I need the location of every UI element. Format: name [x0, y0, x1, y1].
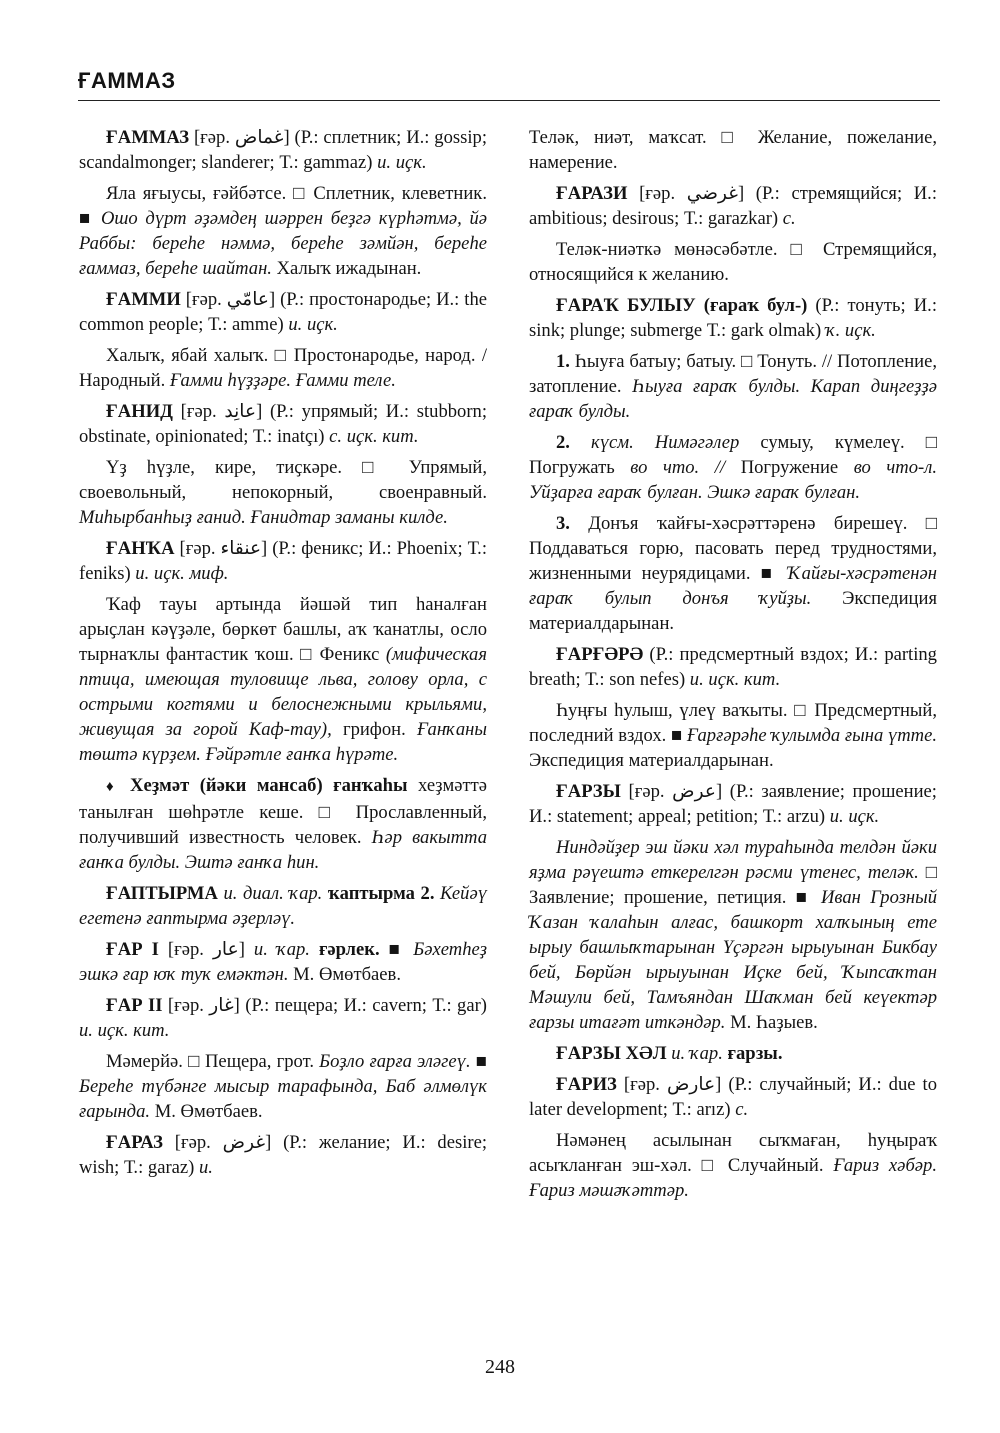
example-text: Боҙло ғарға эләгеү. ■ Береһе түбәнге мысыр тарафында, Баб әлмөлүк ғарында.: [79, 1051, 487, 1122]
headword: ҒАММАЗ: [105, 127, 190, 148]
definition-paragraph: [529, 237, 937, 287]
example-text: Ғариз хәбәр. Ғариз мәшәҡәттәр.: [529, 1155, 937, 1201]
entry-etymology: [ғәр. غرضي] (Р.: стремящийся; И.: ambitious; desirous; Т.: garazkar): [529, 183, 937, 229]
source-text: М. Һаҙыев.: [730, 1012, 818, 1033]
headword: ҒАР I: [105, 939, 159, 960]
source-text: М. Өмөтбаев.: [154, 1101, 263, 1122]
entry-paragraph: [79, 937, 487, 987]
entry-etymology: [ғәр. عار]: [167, 939, 245, 960]
phrase-headword: Хеҙмәт (йәки мансаб) ғанҡаһы: [130, 775, 408, 796]
definition-text: Һыуға батыу; батыу. □ Тонуть. // Потопление, затопление.: [529, 351, 937, 397]
diamond-icon: ♦: [105, 779, 120, 795]
definition-text: Теләк-ниәткә мөнәсәбәтле. □ Стремящийся, относящийся к желанию.: [529, 239, 937, 285]
cross-reference: ғәрлек. ■: [318, 939, 405, 960]
entry-paragraph: [79, 125, 487, 175]
headword: ҒАПТЫРМА: [105, 883, 218, 904]
entry-etymology: [ғәр. عانِد] (Р.: упрямый; И.: stubborn; obstinate, opinionated; Т.: inatçı): [79, 401, 487, 447]
running-head: ҒАММАЗ: [78, 68, 176, 93]
headword: ҒАРЗЫ ХӘЛ: [555, 1043, 667, 1064]
headword: ҒАНҠА: [105, 538, 175, 559]
sense-paragraph: [529, 430, 937, 505]
headword: ҒАРЗЫ: [555, 781, 621, 802]
grammar-label: и. иҫк.: [829, 806, 880, 827]
entry-paragraph: [79, 287, 487, 337]
example-text: Һәр вакытта ғанҡа булды. Эштә ғанҡа һин.: [79, 827, 488, 873]
entry-etymology: [ғәр. غار] (Р.: пещера; И.: cavern; Т.: gar): [167, 995, 487, 1016]
definition-text: □ Заявление; прошение, петиция. ■: [529, 862, 938, 908]
entry-etymology: [ғәр. غرض] (Р.: желание; И.: desire; wish; Т.: garaz): [79, 1132, 487, 1178]
grammar-label: и. ҡар.: [253, 939, 310, 960]
grammar-label: и. иҫк.: [288, 314, 338, 335]
headword: ҒАРАЗ: [105, 1132, 163, 1153]
definition-paragraph: [529, 1128, 937, 1203]
entry-etymology: [ғәр. عارض] (Р.: случайный; И.: due to later development; Т.: arız): [529, 1074, 937, 1120]
definition-text: Погружение: [740, 457, 839, 478]
definition-paragraph: [529, 698, 937, 773]
definition-text: Ҡаф тауы артында йәшәй тип һаналған арыҫлан кәүҙәле, бөркөт башлы, аҡ ҡанатлы, осло тырнаҡлы фантастик ҡош. □ Феникс: [79, 594, 487, 665]
grammar-label: и. иҫк. миф.: [135, 563, 229, 584]
entry-etymology: [ғәр. عامّي] (Р.: простонародье; И.: the common people; Т.: amme): [79, 289, 487, 335]
grammar-label: и. диал. ҡар.: [223, 883, 323, 904]
example-text: Ҡайғы-хәсрәтенән ғараҡ булып донъя ҡуйҙы.: [529, 563, 937, 609]
definition-text: Нәмәнең асылынан сыҡмаған, һуңыраҡ асыҡланған эш-хәл. □ Случайный.: [529, 1130, 937, 1176]
definition-paragraph: [529, 125, 937, 175]
source-text: М. Өмөтбаев.: [293, 964, 401, 985]
example-text: Ғанҡаны төштә күрҙем. Ғәйрәтле ғанҡа һүрәте.: [79, 719, 487, 765]
headword: ҒАРИЗ: [555, 1074, 617, 1095]
entry-etymology: [ғәр. عرض] (Р.: заявление; прошение; И.: statement; appeal; petition; Т.: arzu): [529, 781, 937, 827]
grammar-label: и. иҫк. кит.: [689, 669, 781, 690]
header-rule: [78, 100, 940, 101]
page-number: 248: [485, 1356, 515, 1378]
headword: ҒАР II: [105, 995, 163, 1016]
grammar-label: с.: [735, 1099, 749, 1120]
headword: ҒАРҒӘРӘ: [555, 644, 644, 665]
entry-paragraph: [529, 1072, 937, 1122]
definition-text: сумыу, күмелеү. □ Погружать: [529, 432, 937, 478]
headword: ҒАРАҠ БУЛЫУ (ғараҡ бул-): [555, 295, 808, 316]
sense-number: 3.: [555, 513, 570, 534]
sense-number: 1.: [555, 351, 570, 372]
definition-paragraph: [79, 1049, 487, 1124]
definition-text: Яла яғыусы, ғәйбәтсе. □ Сплетник, клеветник. ■: [79, 183, 487, 229]
example-text: Ошо дүрт әҙәмдең шәррен беҙгә күрһәтмә, йә Раббы: береһе нәммә, береһе зәмйән, береһе ғаммаз, береһе шайтан.: [79, 208, 487, 279]
example-text: Миһырбанһыҙ ғанид. Ғанидтар заманы килде.: [79, 507, 448, 528]
entry-etymology: (Р.: предсмертный вздох; И.: parting breath; Т.: son nefes): [529, 644, 937, 690]
entry-paragraph: [79, 536, 487, 586]
definition-text: хеҙмәттә танылған шөһрәтле кеше. □ Прославленный, получивший известность человек.: [79, 775, 487, 848]
grammar-label: күсм.: [591, 432, 634, 453]
definition-paragraph: [79, 455, 487, 530]
sense-number: 2.: [555, 432, 570, 453]
grammar-label: и. иҫк.: [377, 152, 427, 173]
example-text: во что. //: [630, 457, 741, 478]
headword: ҒАММИ: [105, 289, 181, 310]
grammar-label: и. иҫк. кит.: [79, 1020, 170, 1041]
entry-paragraph: [79, 399, 487, 449]
definition-text: Теләк, ниәт, маҡсат. □ Желание, пожелание, намерение.: [529, 127, 937, 173]
definition-text: Үҙ һүҙле, кире, тиҫкәре. □ Упрямый, своевольный, непокорный, своенравный.: [79, 457, 487, 503]
phrase-paragraph: [79, 773, 487, 875]
source-text: Халыҡ ижадынан.: [276, 258, 422, 279]
cross-reference: ҡаптырма 2.: [327, 883, 435, 904]
source-text: Экспедиция материалдарынан.: [529, 588, 937, 634]
grammar-label: с. иҫк. кит.: [329, 426, 419, 447]
entry-paragraph: [79, 993, 487, 1043]
entry-paragraph: [529, 642, 937, 692]
example-text: (мифическая птица, имеющая туловище льва, голову орла, с острыми когтями и белоснежными крыльями, живущая за горой Каф-тау),: [79, 644, 487, 740]
headword: ҒАНИД: [105, 401, 173, 422]
definition-text: грифон.: [342, 719, 406, 740]
cross-reference: ғарзы.: [727, 1043, 783, 1064]
entry-etymology: (Р.: тонуть; И.: sink; plunge; submerge Т.: gark olmak): [529, 295, 937, 341]
entry-paragraph: [529, 779, 937, 829]
definition-paragraph: [79, 592, 487, 767]
sense-paragraph: [529, 511, 937, 636]
definition-text: Мәмерйә. □ Пещера, грот.: [105, 1051, 314, 1072]
entry-paragraph: [79, 1130, 487, 1180]
definition-text: Донъя ҡайғы-хәсрәттәренә бирешеү. □ Поддаваться горю, пасовать перед трудностями, жизненными неурядицами. ■: [529, 513, 937, 584]
example-text: Кейәү егетенә ғаптырма әҙерләү.: [79, 883, 488, 929]
entry-paragraph: [529, 181, 937, 231]
example-text: Иван Грозный Ҡазан ҡалаһын алғас, башкорт халҡының ете ырыу башлыҡтарынан Үҫәргән ырыуынан Бикбау бей, Бөрйән ырыуынан Иҫке бей, Ҡыпсаҡтан Мәшули бей, Тамъяндан Шаҡман бей кеүектәр ғарзы итағәт иткәндәр.: [529, 887, 937, 1033]
definition-paragraph: [79, 181, 487, 281]
example-text: Бәхетһеҙ эшкә ғар юҡ туҡ емәктән.: [79, 939, 487, 985]
definition-paragraph: [79, 343, 487, 393]
example-text: Ғамми һүҙҙәре. Ғамми теле.: [169, 370, 396, 391]
entry-paragraph: [529, 1041, 937, 1066]
definition-text: Халыҡ, ябай халыҡ. □ Простонародье, народ. / Народный.: [79, 345, 487, 391]
example-text: Һыуға ғараҡ булды. Карап диңгеҙҙә ғараҡ булды.: [529, 376, 937, 422]
left-column: [79, 125, 487, 1186]
entry-paragraph: [79, 881, 487, 931]
example-text: во что-л. Уйҙарға ғараҡ булған. Эшкә ғараҡ булған.: [529, 457, 937, 503]
entry-paragraph: [529, 293, 937, 343]
headword: ҒАРАЗИ: [555, 183, 628, 204]
grammar-label: ҡ. иҫк.: [825, 320, 876, 341]
entry-etymology: [ғәр. عنقاء] (Р.: феникс; И.: Phoenix; Т.: feniks): [79, 538, 487, 584]
right-column: [529, 125, 937, 1209]
sense-paragraph: [529, 349, 937, 424]
grammar-label: с.: [782, 208, 796, 229]
example-text: Ниндәйҙер эш йәки хәл тураһында телдән йәки яҙма рәүештә еткерелгән рәсми үтенес, теләк.: [529, 837, 937, 883]
definition-paragraph: [529, 835, 937, 1035]
grammar-label: и. ҡар.: [671, 1043, 723, 1064]
definition-text: Һуңғы һулыш, үлеү ваҡыты. □ Предсмертный, последний вздох. ■: [529, 700, 937, 746]
entry-etymology: [ғәр. غماض] (Р.: сплетник; И.: gossip; scandalmonger; slanderer; Т.: gammaz): [79, 127, 487, 173]
example-text: Ғарғәрәһе ҡулымда ғына үтте.: [686, 725, 937, 746]
source-text: Экспедиция материалдарынан.: [529, 750, 774, 771]
grammar-label: и.: [199, 1157, 213, 1178]
example-text: Нимәгәлер: [654, 432, 740, 453]
